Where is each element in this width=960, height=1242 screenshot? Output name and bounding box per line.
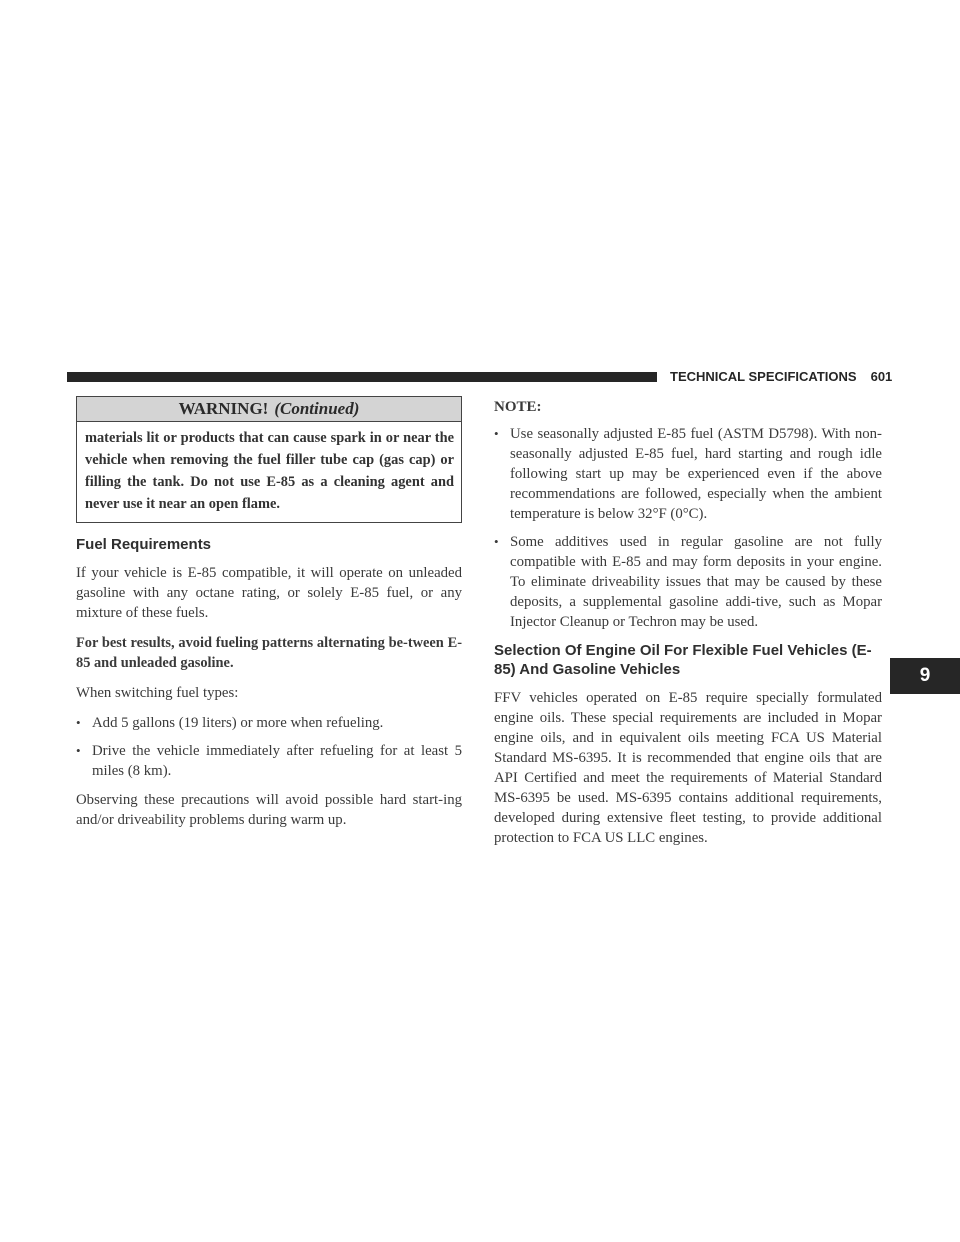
warning-title: WARNING! bbox=[178, 399, 269, 418]
bullet-icon: • bbox=[76, 715, 81, 730]
engine-oil-heading: Selection Of Engine Oil For Flexible Fuel Vehicles (E-85) And Gasoline Vehicles bbox=[494, 642, 872, 678]
note-list bbox=[494, 424, 882, 632]
engine-oil-paragraph: FFV vehicles operated on E-85 require specially formulated engine oils. These special requirements are included in Mopar engine oils, and in equivalent oils meeting FCA US Material Standard MS-6395. It is recommended that engine oils that are API Certified and meet the requirements of Material Standard MS-6395 be used. MS-6395 contains additional requirements, developed during extensive fleet testing, to provide additional protection to FCA US LLC engines. bbox=[494, 690, 882, 846]
bullet-icon: • bbox=[494, 534, 499, 549]
list-item bbox=[494, 424, 882, 524]
fuel-requirements-heading: Fuel Requirements bbox=[76, 536, 212, 553]
header-rule bbox=[67, 372, 657, 382]
note-label: NOTE: bbox=[494, 399, 542, 415]
list-item-text: Some additives used in regular gasoline are not fully compatible with E-85 and may form deposits in your engine. To eliminate driveability issues that may be caused by these deposits, a supplemental gasoline addi-tive, such as Mopar Injector Cleanup or Techron may be used. bbox=[510, 534, 882, 630]
warning-box bbox=[76, 396, 462, 523]
warning-header bbox=[77, 397, 461, 422]
section-title: TECHNICAL SPECIFICATIONS bbox=[670, 369, 857, 384]
list-item bbox=[494, 532, 882, 632]
warning-continued: (Continued) bbox=[274, 399, 360, 418]
list-item-text: Drive the vehicle immediately after refueling for at least 5 miles (8 km). bbox=[92, 743, 462, 779]
list-item bbox=[76, 713, 462, 733]
page-number: 601 bbox=[870, 369, 893, 384]
list-item-text: Use seasonally adjusted E-85 fuel (ASTM D5798). With non-seasonally adjusted E-85 fuel, hard starting and rough idle following start up may be experienced even if the above recommendations are followed, especially when the ambient temperature is below 32°F (0°C). bbox=[510, 426, 882, 522]
warning-text: materials lit or products that can cause spark in or near the vehicle when removing the fuel filler tube cap (gas cap) or filling the tank. Do not use E-85 as a cleaning agent and never use it near an open flame. bbox=[85, 430, 454, 512]
bullet-icon: • bbox=[76, 743, 81, 758]
fuel-compat-paragraph: If your vehicle is E-85 compatible, it will operate on unleaded gasoline with any octane rating, or solely E-85 fuel, or any mixture of these fuels. bbox=[76, 565, 462, 621]
switching-intro: When switching fuel types: bbox=[76, 685, 239, 701]
closing-paragraph: Observing these precautions will avoid possible hard start-ing and/or driveability problems during warm up. bbox=[76, 792, 462, 828]
running-header bbox=[670, 369, 892, 384]
best-results-paragraph: For best results, avoid fueling patterns alternating be-tween E-85 and unleaded gasoline. bbox=[76, 635, 462, 671]
switching-list bbox=[76, 713, 462, 781]
chapter-tab: 9 bbox=[890, 658, 960, 694]
right-column bbox=[494, 396, 882, 858]
bullet-icon: • bbox=[494, 426, 499, 441]
list-item-text: Add 5 gallons (19 liters) or more when refueling. bbox=[92, 715, 384, 731]
left-column bbox=[76, 396, 462, 840]
list-item bbox=[76, 741, 462, 781]
